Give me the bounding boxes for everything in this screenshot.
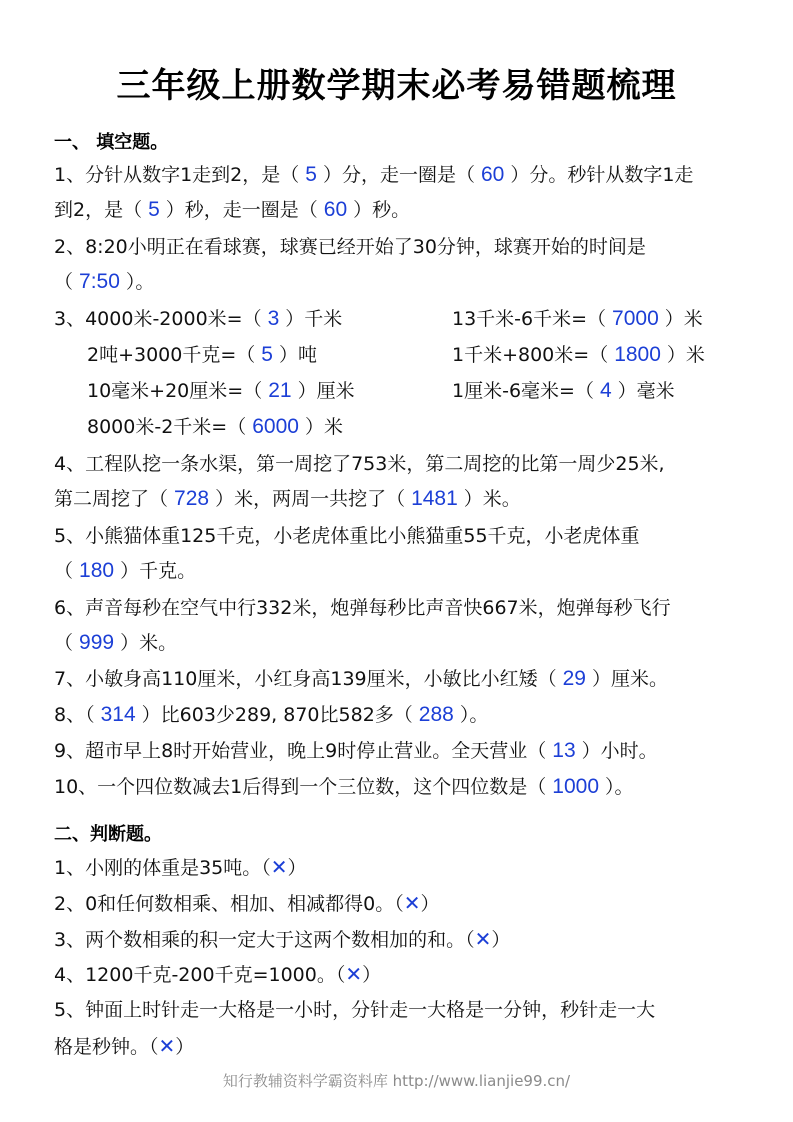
cross-mark-icon: ✕ (345, 962, 363, 986)
answer: 60 (480, 163, 505, 186)
judgement-3: 3、两个数相乘的积一定大于这两个数相加的和。（✕） (54, 927, 511, 951)
answer: 728 (174, 487, 210, 510)
answer: 7000 (612, 307, 659, 330)
question-6-line-2: （ 999 ）米。 (54, 631, 178, 654)
cross-mark-icon: ✕ (270, 855, 288, 879)
judgement-5-line-2: 格是秒钟。（✕） (54, 1034, 195, 1058)
judgement-5-line-1: 5、钟面上时针走一大格是一小时，分针走一大格是一分钟，秒针走一大 (54, 999, 656, 1021)
answer: 288 (418, 703, 454, 726)
question-9: 9、超市早上8时开始营业，晚上9时停止营业。全天营业（ 13 ）小时。 (54, 739, 658, 762)
answer: 13 (552, 739, 576, 762)
question-5-line-2: （ 180 ）千克。 (54, 559, 197, 582)
question-4-line-2: 第二周挖了（ 728 ）米，两周一共挖了（ 1481 ）米。 (54, 487, 521, 510)
question-1-line-2: 到2，是（ 5 ）秒，走一圈是（ 60 ）秒。 (54, 198, 411, 221)
question-7: 7、小敏身高110厘米，小红身高139厘米，小敏比小红矮（ 29 ）厘米。 (54, 667, 668, 690)
judgement-1: 1、小刚的体重是35吨。（✕） (54, 855, 307, 879)
answer: 3 (267, 307, 280, 330)
question-1-line-1: 1、分针从数字1走到2，是（ 5 ）分，走一圈是（ 60 ）分。秒针从数字1走 (54, 163, 694, 186)
question-10: 10、一个四位数减去1后得到一个三位数，这个四位数是（ 1000 ）。 (54, 775, 634, 798)
answer: 1481 (411, 487, 458, 510)
question-2-line-1: 2、8:20小明正在看球赛，球赛已经开始了30分钟，球赛开始的时间是 (54, 236, 646, 258)
answer: 6000 (252, 415, 299, 438)
question-8: 8、（ 314 ）比603少289, 870比582多（ 288 ）。 (54, 703, 489, 726)
answer: 999 (79, 631, 115, 654)
judgement-2: 2、0和任何数相乘、相加、相减都得0。（✕） (54, 891, 440, 915)
section-fill-in-heading: 一、 填空题。 (54, 132, 169, 153)
question-4-line-1: 4、工程队挖一条水渠，第一周挖了753米，第二周挖的比第一周少25米, (54, 453, 665, 475)
question-3b: 13千米-6千米=（ 7000 ）米 (452, 307, 703, 330)
answer: 1000 (552, 775, 599, 798)
question-6-line-1: 6、声音每秒在空气中行332米，炮弹每秒比声音快667米，炮弹每秒飞行 (54, 597, 671, 619)
answer: 21 (268, 379, 292, 402)
question-3f: 1厘米-6毫米=（ 4 ）毫米 (452, 379, 675, 402)
answer: 4 (599, 379, 612, 402)
answer: 5 (148, 198, 160, 221)
question-2-line-2: （ 7:50 ）。 (54, 270, 155, 293)
answer: 29 (562, 667, 586, 690)
page-title: 三年级上册数学期末必考易错题梳理 (116, 66, 677, 106)
watermark-footer: 知行教辅资料学霸资料库 http://www.lianjie99.cn/ (222, 1072, 571, 1090)
question-3e: 10毫米+20厘米=（ 21 ）厘米 (87, 379, 355, 402)
cross-mark-icon: ✕ (158, 1034, 176, 1058)
question-3d: 1千米+800米=（ 1800 ）米 (452, 343, 705, 366)
answer: 1800 (614, 343, 661, 366)
section-true-false-heading: 二、判断题。 (54, 824, 162, 845)
answer: 60 (323, 198, 348, 221)
cross-mark-icon: ✕ (403, 891, 421, 915)
answer: 180 (79, 559, 115, 582)
answer: 7:50 (79, 270, 120, 293)
question-3a: 3、4000米-2000米=（ 3 ）千米 (54, 307, 343, 330)
judgement-4: 4、1200千克-200千克=1000。（✕） (54, 962, 382, 986)
answer: 5 (261, 343, 273, 366)
cross-mark-icon: ✕ (474, 927, 492, 951)
question-5-line-1: 5、小熊猫体重125千克，小老虎体重比小熊猫重55千克，小老虎体重 (54, 525, 640, 547)
question-3c: 2吨+3000千克=（ 5 ）吨 (87, 343, 317, 366)
answer: 314 (100, 703, 136, 726)
answer: 5 (305, 163, 317, 186)
question-3g: 8000米-2千米=（ 6000 ）米 (87, 415, 343, 438)
